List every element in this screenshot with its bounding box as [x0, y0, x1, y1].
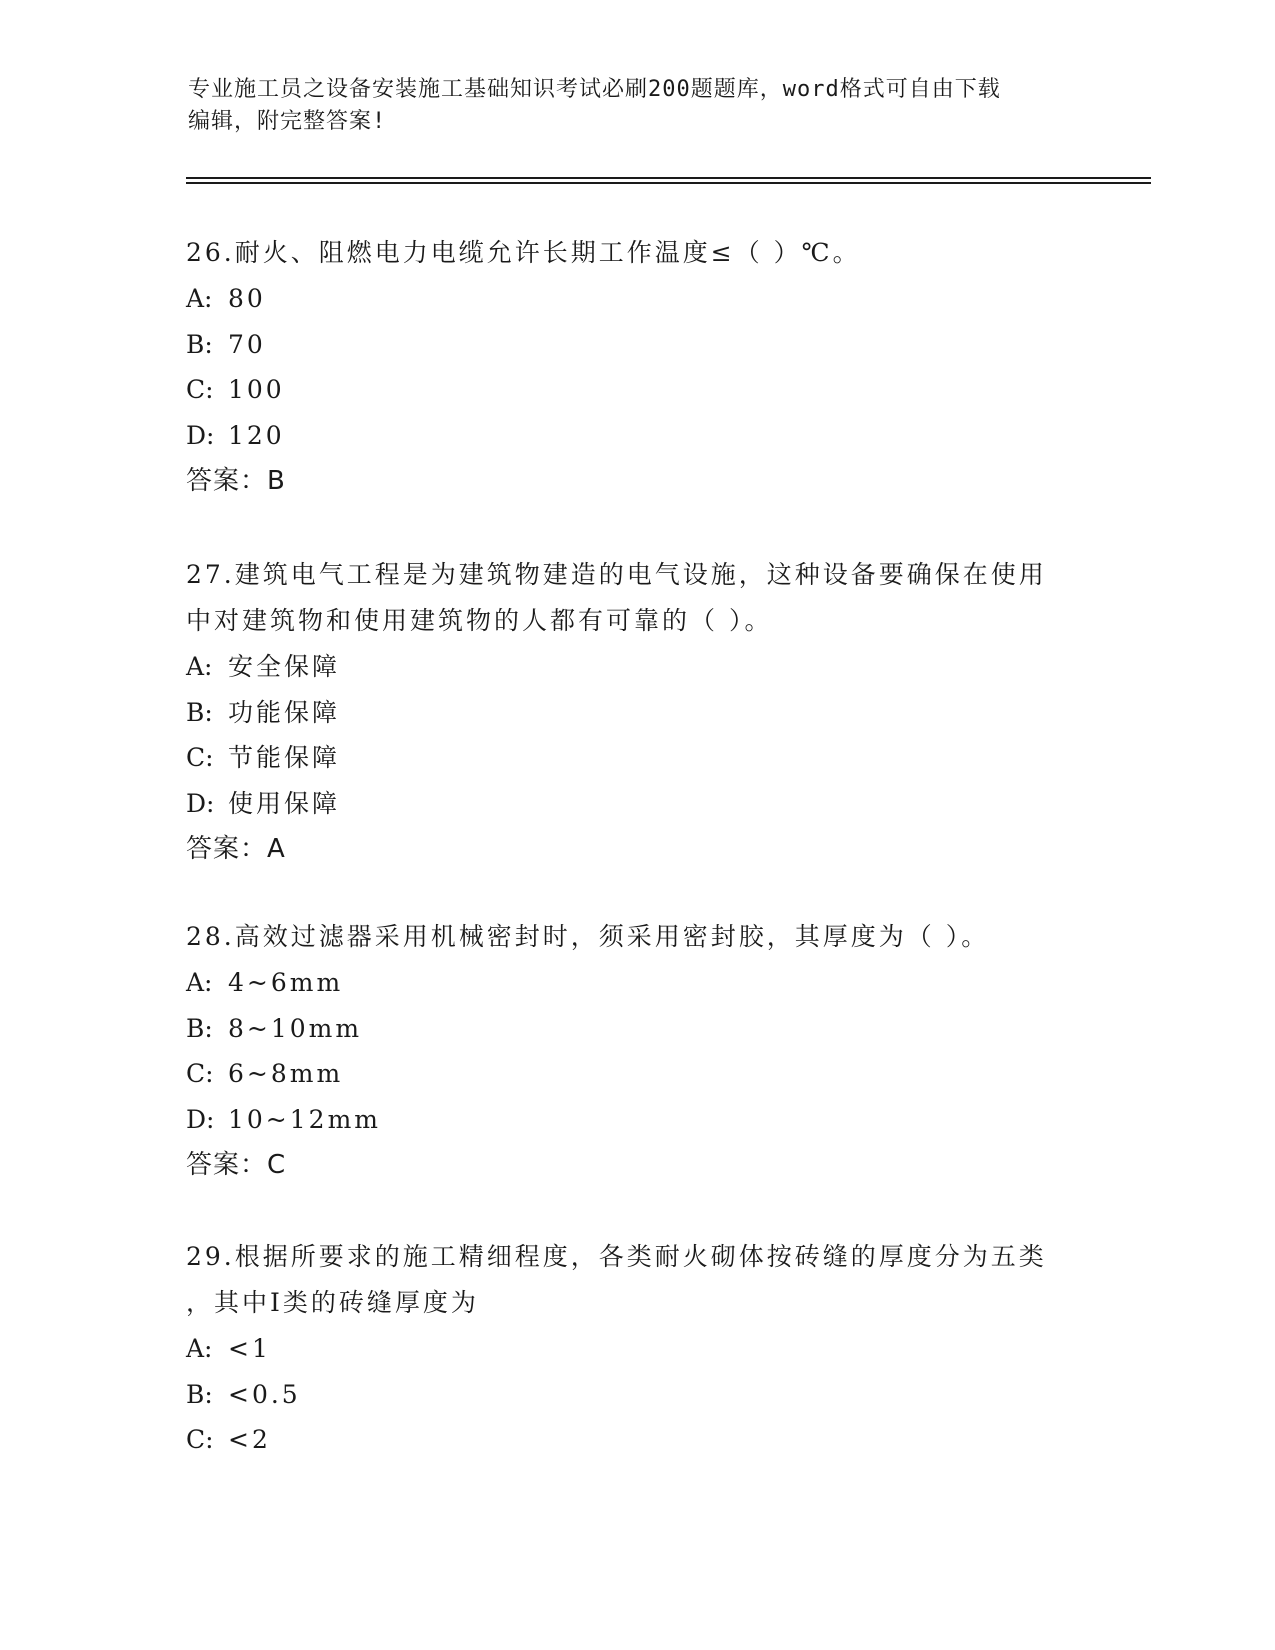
answer-line: 答案：A: [186, 834, 286, 864]
question-stem: 29.根据所要求的施工精细程度，各类耐火砌体按砖缝的厚度分为五类: [186, 1242, 1047, 1271]
option-d: [186, 413, 1086, 459]
option-text: 6~8mm: [228, 1059, 344, 1088]
option-text: 8~10mm: [228, 1013, 363, 1043]
option-text: 100: [228, 375, 285, 404]
option-text: 80: [228, 284, 266, 313]
option-b: [186, 1372, 1086, 1418]
question-stem-continued: 中对建筑物和使用建筑物的人都有可靠的（ ）。: [186, 606, 773, 635]
option-key: C:: [186, 375, 214, 404]
question-stem: 26.耐火、阻燃电力电缆允许长期工作温度≤（ ）℃。: [186, 238, 861, 267]
header-line-1: 专业施工员之设备安装施工基础知识考试必刷200题题库，word格式可自由下载: [188, 77, 1001, 102]
option-text: 4~6mm: [228, 968, 344, 997]
question-stem-continued: ，其中Ⅰ类的砖缝厚度为: [186, 1288, 479, 1317]
option-a: [186, 276, 1086, 322]
option-key: D:: [186, 420, 215, 450]
option-text: 安全保障: [228, 652, 341, 681]
option-key: A:: [186, 652, 213, 681]
option-key: B:: [186, 1379, 213, 1409]
option-d: [186, 1097, 1086, 1143]
option-c: [186, 735, 1086, 781]
question-stem: 28.高效过滤器采用机械密封时，须采用密封胶，其厚度为（ ）。: [186, 922, 990, 951]
option-key: C:: [186, 1425, 214, 1454]
option-text: 功能保障: [228, 697, 341, 727]
header-divider-bottom: [186, 182, 1151, 184]
option-text: 70: [228, 329, 266, 359]
option-a: [186, 960, 1086, 1006]
question-29: [186, 1234, 1086, 1463]
document-header: [188, 74, 1088, 138]
option-key: B:: [186, 697, 213, 727]
option-a: [186, 644, 1086, 690]
option-text: 使用保障: [228, 788, 341, 818]
answer-line: 答案：B: [186, 466, 286, 496]
option-b: [186, 322, 1086, 368]
option-key: C:: [186, 743, 214, 772]
option-text: <2: [228, 1425, 271, 1454]
header-line-2: 编辑，附完整答案!: [188, 109, 387, 134]
option-c: [186, 1417, 1086, 1463]
option-key: D:: [186, 1104, 215, 1134]
option-key: A:: [186, 1334, 213, 1363]
question-28: [186, 914, 1086, 1188]
option-key: C:: [186, 1059, 214, 1088]
option-text: 10~12mm: [228, 1104, 381, 1134]
option-key: D:: [186, 788, 215, 818]
question-27: [186, 552, 1086, 872]
header-divider-top: [186, 177, 1151, 179]
option-text: 120: [228, 420, 285, 450]
option-text: <0.5: [228, 1379, 301, 1409]
option-c: [186, 1051, 1086, 1097]
option-text: <1: [228, 1334, 271, 1363]
answer-line: 答案：C: [186, 1150, 287, 1180]
option-b: [186, 690, 1086, 736]
option-key: B:: [186, 329, 213, 359]
option-key: B:: [186, 1013, 213, 1043]
option-text: 节能保障: [228, 743, 341, 772]
question-stem: 27.建筑电气工程是为建筑物建造的电气设施，这种设备要确保在使用: [186, 560, 1047, 589]
option-b: [186, 1006, 1086, 1052]
option-d: [186, 781, 1086, 827]
option-key: A:: [186, 968, 213, 997]
question-26: [186, 230, 1086, 504]
option-a: [186, 1326, 1086, 1372]
option-c: [186, 367, 1086, 413]
option-key: A:: [186, 284, 213, 313]
